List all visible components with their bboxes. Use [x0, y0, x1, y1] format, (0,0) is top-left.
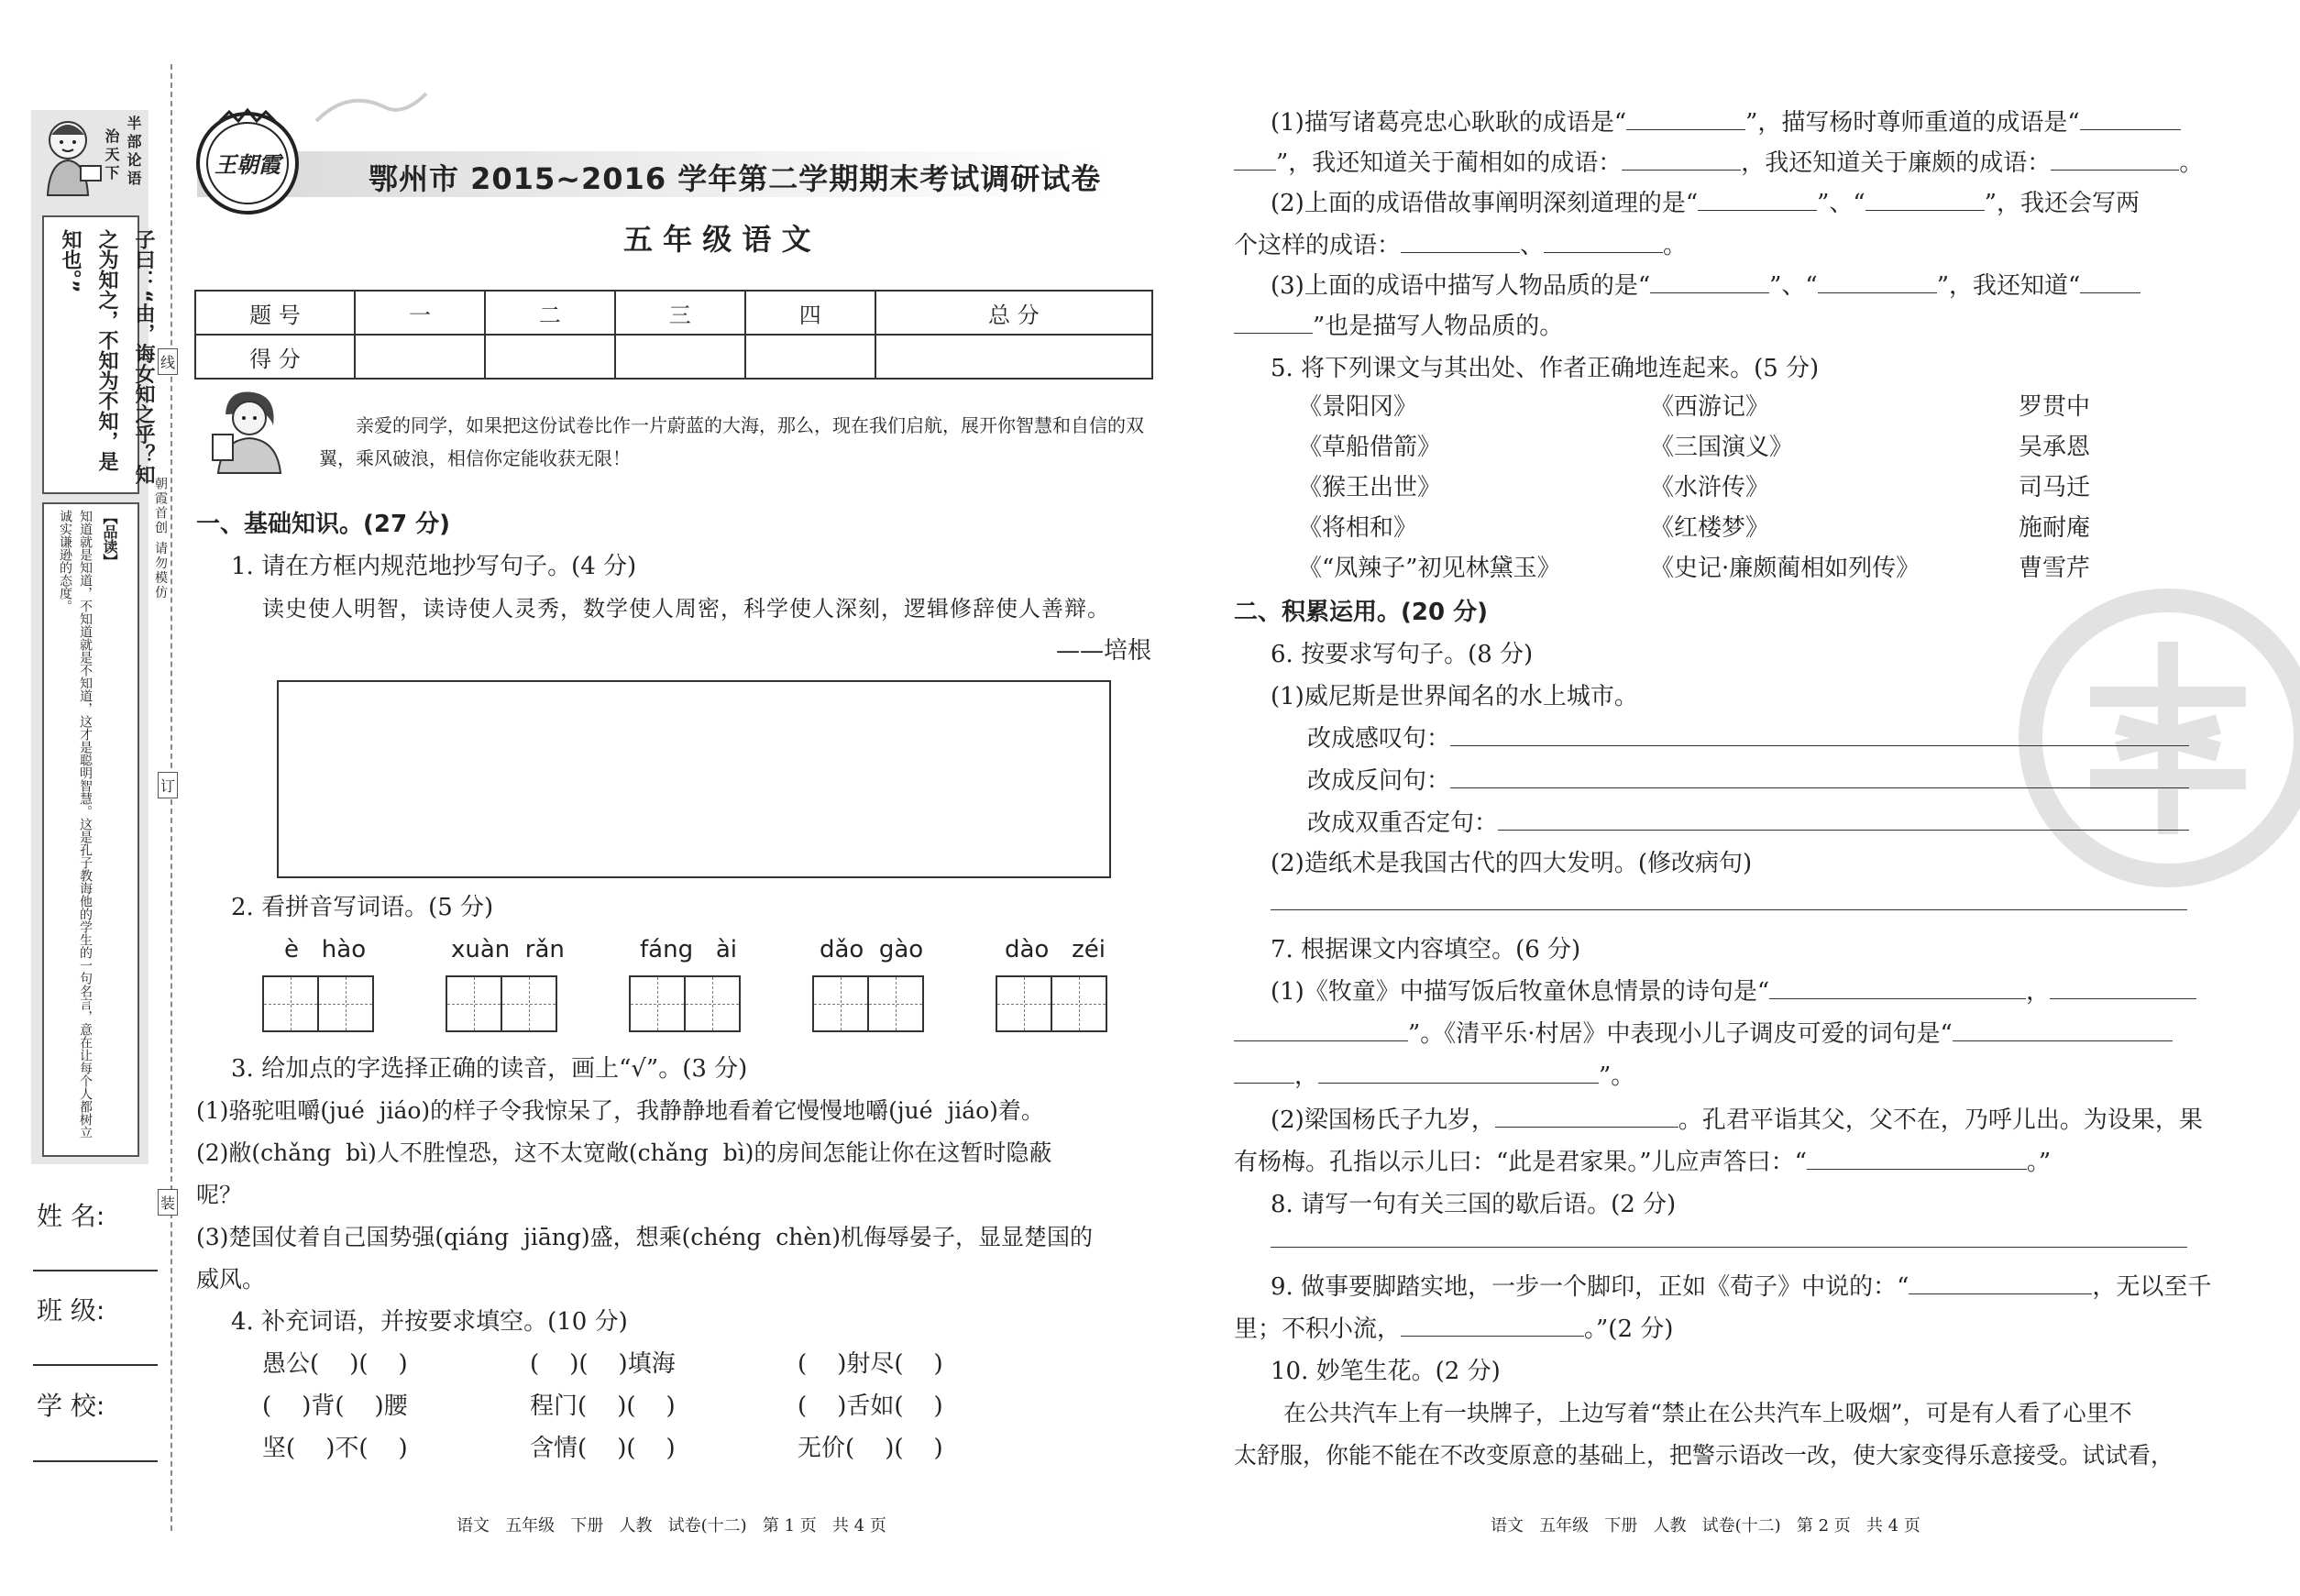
idiom-blank[interactable]: 程门( )( )	[530, 1392, 676, 1420]
answer-blank[interactable]	[1698, 184, 1817, 211]
q6-double-neg-label: 改成双重否定句：	[1307, 809, 1499, 837]
q7-text-e: ”。	[1599, 1062, 1635, 1090]
score-header: 题 号	[195, 291, 355, 335]
idiom-blank[interactable]: ( )舌如( )	[798, 1392, 943, 1420]
subject-title: 五 年 级 语 文	[623, 222, 811, 257]
writing-cell[interactable]	[262, 975, 319, 1032]
writing-cell[interactable]	[446, 975, 502, 1032]
sidebar-tag: 半部论语	[125, 116, 142, 189]
q8-prompt: 8. 请写一句有关三国的歇后语。(2 分)	[1271, 1191, 1677, 1218]
fold-mark-pack: 装	[158, 1189, 178, 1216]
author-name[interactable]: 司马迁	[2019, 474, 2091, 501]
q9-text-a: 9. 做事要脚踏实地，一步一个脚印，正如《荀子》中说的：“	[1271, 1273, 1909, 1301]
r1-text-c: ”，我还知道关于蔺相如的成语：	[1276, 149, 1623, 177]
intro-text: 亲爱的同学，如果把这份试卷比作一片蔚蓝的大海，那么，现在我们启航，展开你智慧和自信的双翼，乘风破浪，相信你定能收获无限！	[319, 414, 1144, 469]
answer-blank[interactable]	[1401, 226, 1520, 253]
q7-line-3	[1234, 1056, 1634, 1096]
q5-col-titles	[1298, 387, 1561, 589]
class-field[interactable]	[33, 1364, 158, 1366]
idiom-blank[interactable]: 坚( )不( )	[262, 1435, 408, 1462]
q3-item-2a: (2)敝(chǎng bì)人不胜惶恐，这不太宽敞(chǎng bì)的房间怎能让你在这暂时隐蔽	[196, 1139, 1052, 1166]
score-cell[interactable]	[875, 335, 1152, 379]
writing-cell[interactable]	[317, 975, 374, 1032]
school-field[interactable]	[33, 1460, 158, 1462]
r1-line-1	[1271, 103, 2181, 143]
source-book[interactable]: 《水浒传》	[1650, 474, 1770, 501]
answer-blank[interactable]	[1865, 184, 1985, 211]
q9-text-b: ，无以至千	[2092, 1273, 2212, 1301]
answer-line[interactable]	[1450, 762, 2189, 788]
name-field[interactable]	[33, 1270, 158, 1271]
q7-line-1	[1271, 972, 2196, 1012]
fold-mark-line: 线	[158, 348, 178, 375]
r3-text-b: ”、“	[1769, 272, 1818, 300]
pinyin-group-2	[446, 931, 565, 1036]
q6-prompt: 6. 按要求写句子。(8 分)	[1271, 641, 1534, 668]
q7-text-h: 有杨梅。孔指以示儿曰：“此是君家果。”儿应声答曰：“	[1234, 1149, 1807, 1176]
score-table-row	[195, 335, 1152, 379]
q3-item-3b: 威风。	[196, 1266, 266, 1293]
r1-text-a: (1)描写诸葛亮忠心耿耿的成语是“	[1271, 109, 1627, 137]
answer-blank[interactable]	[1234, 1015, 1408, 1041]
q4-grid	[262, 1344, 1065, 1469]
writing-cell[interactable]	[501, 975, 557, 1032]
score-header: 一	[355, 291, 485, 335]
author-name[interactable]: 罗贯中	[2019, 393, 2091, 421]
lesson-title[interactable]: 《景阳冈》	[1298, 393, 1418, 421]
r2-text-a: (2)上面的成语借故事阐明深刻道理的是“	[1271, 190, 1699, 217]
pinyin-group-5	[996, 931, 1107, 1036]
idiom-blank[interactable]: ( )背( )腰	[262, 1392, 408, 1420]
q6-exclaim-row	[1307, 719, 2189, 759]
q6-double-neg-row	[1307, 803, 2189, 843]
cartoon-boy-icon	[35, 115, 108, 197]
r2-text-e: 、	[1520, 232, 1545, 259]
q7-line-4	[1271, 1100, 2203, 1140]
answer-blank[interactable]	[1953, 1015, 2173, 1041]
r1-text-b: ”，描写杨时尊师重道的成语是“	[1745, 109, 2080, 137]
answer-blank[interactable]	[2050, 973, 2196, 999]
q1-author: ——培根	[1056, 637, 1152, 665]
answer-blank[interactable]	[1495, 1101, 1678, 1128]
r1-line-2: ”，我还知道关于蔺相如的成语： ，我还知道关于廉颇的成语： 。	[1234, 143, 2203, 183]
footer-page-1: 语文 五年级 下册 人教 试卷(十二) 第 1 页 共 4 页	[457, 1516, 886, 1535]
pinyin-group-4	[812, 931, 924, 1036]
author-name[interactable]: 施耐庵	[2019, 514, 2091, 542]
r2-text-d: 个这样的成语：	[1234, 232, 1402, 259]
writing-cell[interactable]	[996, 975, 1052, 1032]
q7-line-2	[1234, 1014, 2173, 1054]
pinyin-label: è hào	[284, 936, 367, 963]
q9-line-2	[1234, 1309, 1673, 1349]
q7-text-a: (1)《牧童》中描写饭后牧童休息情景的诗句是“	[1271, 978, 1770, 1006]
q7-text-b: ，	[2026, 978, 2051, 1006]
answer-blank[interactable]	[1544, 226, 1663, 253]
score-header: 二	[485, 291, 615, 335]
lesson-title[interactable]: 《猴王出世》	[1298, 474, 1442, 501]
q5-col-sources	[1650, 387, 1920, 589]
answer-blank[interactable]	[1769, 973, 2026, 999]
idiom-blank[interactable]: 无价( )( )	[798, 1435, 943, 1462]
q7-text-d: ，	[1294, 1062, 1319, 1090]
writing-cell[interactable]	[629, 975, 686, 1032]
source-book[interactable]: 《西游记》	[1650, 393, 1770, 421]
q5-col-authors	[2019, 387, 2090, 589]
pinyin-label: xuàn rǎn	[451, 936, 565, 963]
answer-blank[interactable]	[1909, 1268, 2092, 1294]
q7-text-f: (2)梁国杨氏子九岁，	[1271, 1106, 1495, 1134]
answer-blank[interactable]	[1807, 1143, 2027, 1170]
r2-text-b: ”、“	[1817, 190, 1865, 217]
writing-cell[interactable]	[812, 975, 869, 1032]
r2-text-c: ”，我还会写两	[1984, 190, 2140, 217]
writing-cell[interactable]	[867, 975, 924, 1032]
copy-note: 朝霞首创 请勿模仿	[153, 477, 168, 600]
q6-item-1: (1)威尼斯是世界闻名的水上城市。	[1271, 683, 1638, 710]
q6-rhetorical-row	[1307, 761, 2189, 801]
exam-title: 鄂州市 2015~2016 学年第二学期期末考试调研试卷	[369, 161, 1102, 196]
q6-exclaim-label: 改成感叹句：	[1307, 725, 1451, 753]
q7-text-c: ”。《清平乐·村居》中表现小儿子调皮可爱的词句是“	[1408, 1020, 1953, 1048]
q10-text-1: 在公共汽车上有一块牌子，上边写着“禁止在公共汽车上吸烟”，可是有人看了心里不	[1283, 1400, 2132, 1426]
answer-line[interactable]	[1498, 804, 2189, 831]
answer-blank[interactable]	[1234, 144, 1276, 171]
r2-line-1	[1271, 183, 2140, 224]
writing-cell[interactable]	[1051, 975, 1107, 1032]
q7-text-g: 。孔君平诣其父，父不在，乃呼儿出。为设果，果	[1678, 1106, 2203, 1134]
answer-blank[interactable]	[1234, 307, 1313, 334]
answer-blank[interactable]	[1818, 267, 1937, 293]
author-name[interactable]: 曹雪芹	[2019, 555, 2091, 582]
sidebar-tag-2: 治天下	[103, 128, 120, 183]
reading-text: 知道就是知道，不知道就是不知道，这才是聪明智慧。这是孔子教诲他的学生的一句名言，意在让每个人都树立诚实谦逊的态度。	[58, 510, 93, 1139]
r1-text-d: ，我还知道关于廉颇的成语：	[1741, 149, 2052, 177]
name-label: 姓 名:	[37, 1201, 105, 1231]
idiom-blank[interactable]: 含情( )( )	[530, 1435, 676, 1462]
score-table	[194, 290, 1153, 380]
answer-blank[interactable]	[1234, 1057, 1294, 1084]
answer-blank[interactable]	[2080, 267, 2140, 293]
q3-item-3a: (3)楚国仗着自己国势强(qiáng jiāng)盛，想乘(chéng chèn)机侮辱晏子，显显楚国的	[196, 1224, 1093, 1250]
reading-label: 【品读】	[101, 510, 118, 568]
pinyin-label: fáng ài	[640, 936, 738, 963]
section-1-heading: 一、基础知识。(27 分)	[196, 511, 450, 538]
lesson-title[interactable]: 《草船借箭》	[1298, 434, 1442, 461]
pinyin-label: dǎo gào	[820, 936, 924, 963]
q2-prompt: 2. 看拼音写词语。(5 分)	[231, 894, 494, 921]
score-cell[interactable]	[745, 335, 875, 379]
ribbon-icon	[312, 84, 431, 134]
score-table-row	[195, 291, 1152, 335]
answer-blank[interactable]	[1626, 104, 1745, 130]
pinyin-label: dào zéi	[1005, 936, 1106, 963]
q9-line-1	[1271, 1267, 2211, 1307]
answer-line[interactable]	[1450, 720, 2189, 746]
q4-prompt: 4. 补充词语，并按要求填空。(10 分)	[231, 1308, 628, 1336]
footer-page-2: 语文 五年级 下册 人教 试卷(十二) 第 2 页 共 4 页	[1491, 1516, 1920, 1535]
answer-line[interactable]	[1271, 1247, 2187, 1248]
pinyin-group-3	[629, 931, 741, 1036]
answer-blank[interactable]	[2080, 104, 2181, 130]
q9-text-c: 里；不积小流，	[1234, 1315, 1402, 1343]
idiom-blank[interactable]: ( )( )填海	[530, 1350, 676, 1378]
score-header: 总 分	[875, 291, 1152, 335]
r3-text-c: ”，我还知道“	[1936, 272, 2081, 300]
author-name[interactable]: 吴承恩	[2019, 434, 2091, 461]
answer-blank[interactable]	[1401, 1310, 1584, 1337]
q6-item-2: (2)造纸术是我国古代的四大发明。(修改病句)	[1271, 850, 1753, 877]
source-book[interactable]: 《红楼梦》	[1650, 514, 1770, 542]
idiom-blank[interactable]: ( )射尽( )	[798, 1350, 943, 1378]
section-2-heading: 二、积累运用。(20 分)	[1234, 599, 1488, 626]
score-cell[interactable]	[355, 335, 485, 379]
score-header: 三	[615, 291, 745, 335]
q7-text-i: 。”	[2026, 1149, 2052, 1176]
school-label: 学 校:	[37, 1391, 105, 1421]
source-book[interactable]: 《三国演义》	[1650, 434, 1794, 461]
writing-cell[interactable]	[684, 975, 741, 1032]
idiom-blank[interactable]: 愚公( )( )	[262, 1350, 408, 1378]
r3-line-1	[1271, 266, 2140, 306]
answer-blank[interactable]	[1650, 267, 1769, 293]
lesson-title[interactable]: 《“凤辣子”初见林黛玉》	[1298, 555, 1561, 582]
q3-prompt: 3. 给加点的字选择正确的读音，画上“√”。(3 分)	[231, 1055, 748, 1083]
class-label: 班 级:	[37, 1295, 105, 1326]
brand-logo	[193, 108, 303, 218]
q6-rhetorical-label: 改成反问句：	[1307, 767, 1451, 795]
answer-line[interactable]	[1271, 909, 2187, 910]
q5-prompt: 5. 将下列课文与其出处、作者正确地连起来。(5 分)	[1271, 355, 1820, 382]
answer-blank[interactable]	[1622, 144, 1741, 171]
pinyin-group-1	[262, 931, 374, 1036]
r3-line-2	[1234, 306, 1563, 347]
q7-prompt: 7. 根据课文内容填空。(6 分)	[1271, 936, 1581, 963]
teacher-icon	[200, 387, 296, 478]
score-header: 四	[745, 291, 875, 335]
score-label: 得 分	[195, 335, 355, 379]
q1-prompt: 1. 请在方框内规范地抄写句子。(4 分)	[231, 553, 637, 580]
q10-prompt: 10. 妙笔生花。(2 分)	[1271, 1358, 1501, 1385]
score-cell[interactable]	[485, 335, 615, 379]
r3-text-d: ”也是描写人物品质的。	[1313, 313, 1564, 340]
score-cell[interactable]	[615, 335, 745, 379]
source-book[interactable]: 《史记·廉颇蔺相如列传》	[1650, 555, 1920, 582]
q7-line-5	[1234, 1142, 2051, 1183]
answer-blank[interactable]	[1318, 1057, 1599, 1084]
copy-box[interactable]	[277, 680, 1111, 878]
q10-text-2: 太舒服，你能不能在不改变原意的基础上，把警示语改一改，使大家变得乐意接受。试试看，	[1234, 1442, 2174, 1469]
r3-text-a: (3)上面的成语中描写人物品质的是“	[1271, 272, 1651, 300]
lesson-title[interactable]: 《将相和》	[1298, 514, 1418, 542]
q3-item-1: (1)骆驼咀嚼(jué jiáo)的样子令我惊呆了，我静静地看着它慢慢地嚼(jué jiáo)着。	[196, 1097, 1044, 1124]
confucius-quote: 子曰：“由，诲女知之乎？知之为知之，不知为不知，是知也。”	[59, 229, 155, 485]
q1-sentence: 读史使人明智，读诗使人灵秀，数学使人周密，科学使人深刻，逻辑修辞使人善辩。	[262, 596, 1110, 622]
answer-blank[interactable]	[2051, 144, 2179, 171]
q9-text-d: 。”(2 分)	[1584, 1315, 1674, 1343]
q3-item-2b: 呢？	[196, 1182, 243, 1208]
fold-mark-bind: 订	[158, 772, 178, 798]
brand-logo-text: 王朝霞	[215, 151, 281, 178]
r2-line-2: 个这样的成语： 、 。	[1234, 226, 1687, 266]
